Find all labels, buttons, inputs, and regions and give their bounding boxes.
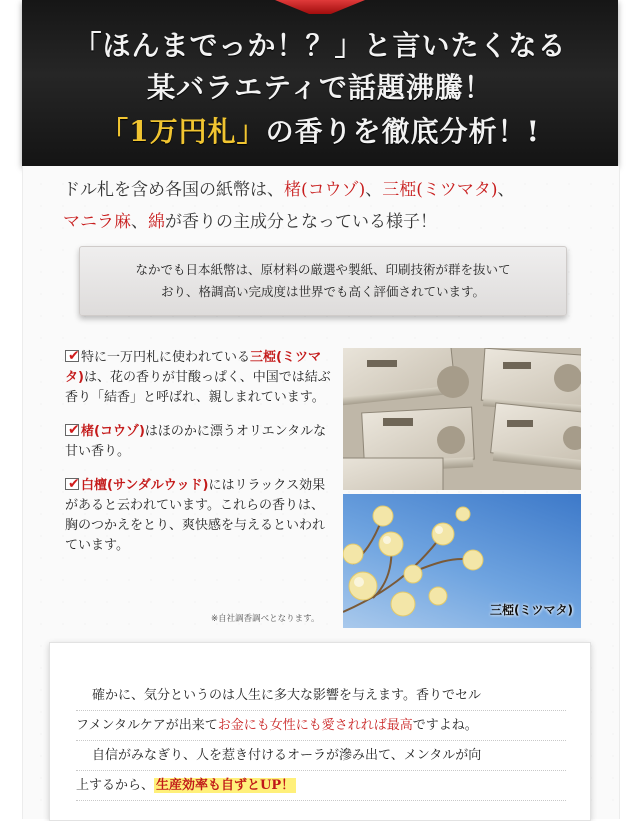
summary-row: 確かに、気分というのは人生に多大な影響を与えます。香りでセル — [76, 681, 566, 711]
scent-bullet-list — [65, 348, 335, 570]
intro-kozo: 楮(コウゾ) — [284, 180, 366, 200]
intro-manila-hemp: マニラ麻 — [63, 212, 131, 232]
intro-part: が香りの主成分となっている様子！ — [165, 212, 437, 232]
bullet-text: は、花の香りが甘酸っぱく、中国では結ぶ香り「結香」と呼ばれ、親しまれています。 — [65, 370, 331, 405]
header-line-2: 某バラエティで話題沸騰！ — [147, 71, 493, 104]
summary-row: 自信がみなぎり、人を惹き付けるオーラが滲み出て、メンタルが向 — [76, 741, 566, 771]
intro-part: 、 — [365, 180, 383, 200]
flower-caption: 三椏(ミツマタ) — [490, 603, 573, 617]
summary-text — [76, 681, 566, 801]
bullet-text: はほのかに漂うオリエンタルな甘い香り。 — [65, 424, 327, 459]
header-line-1: 「ほんまでっか！？」と言いたくなる — [73, 29, 567, 62]
bullet-highlight: 白檀(サンダルウッド) — [81, 478, 209, 493]
intro-mitsumata: 三椏(ミツマタ) — [382, 180, 498, 200]
header-banner — [22, 0, 618, 166]
summary-box — [49, 642, 591, 821]
summary-part: 上するから、 — [76, 778, 155, 793]
summary-row — [76, 711, 566, 741]
header-line-3 — [22, 110, 618, 150]
yen-bills-illustration — [343, 348, 581, 490]
content-panel — [22, 166, 620, 819]
checkbox-check-icon — [65, 350, 79, 362]
header-line-3-rest: の香りを徹底分析！! — [265, 115, 540, 148]
bullet-text: 特に一万円札に使われている — [81, 350, 251, 365]
checkbox-check-icon — [65, 424, 79, 436]
japanese-bills-callout — [79, 246, 567, 316]
banner-red-tab — [275, 0, 365, 14]
summary-part: フメンタルケアが出来て — [76, 718, 218, 733]
summary-yellow-highlight: 生産効率も自ずとUP！ — [156, 778, 295, 793]
bullet-highlight: 楮(コウゾ) — [81, 424, 145, 439]
bullet-text: にはリラックス効果があると云われています。これらの香りは、胸のつかえをとり、爽快感を与えるといわれています。 — [65, 478, 326, 553]
bullet-kozo — [65, 422, 335, 462]
bullet-highlight: 三椏(ミツマタ) — [65, 350, 321, 385]
header-highlight-10000-yen: 「1万円札」 — [100, 115, 266, 148]
checkbox-check-icon — [65, 478, 79, 490]
intro-cotton: 綿 — [148, 212, 165, 232]
intro-part: 、 — [131, 212, 148, 232]
bullet-mitsumata — [65, 348, 335, 408]
summary-red-emphasis: お金にも女性にも愛されれば最高 — [217, 718, 413, 733]
mitsumata-flower-photo — [343, 494, 581, 628]
summary-part: ですよね。 — [412, 718, 478, 733]
intro-part: ドル札を含め各国の紙幣は、 — [63, 180, 284, 200]
callout-line-2: おり、格調高い完成度は世界でも高く評価されています。 — [160, 284, 485, 299]
summary-row — [76, 771, 566, 801]
intro-text — [63, 174, 593, 238]
yen-bills-photo — [343, 348, 581, 490]
callout-line-1: なかでも日本紙幣は、原材料の厳選や製紙、印刷技術が群を抜いて — [135, 262, 511, 277]
bullet-sandalwood — [65, 476, 335, 556]
research-note: ※自社調香調べとなります。 — [211, 614, 320, 624]
intro-part: 、 — [497, 180, 515, 200]
